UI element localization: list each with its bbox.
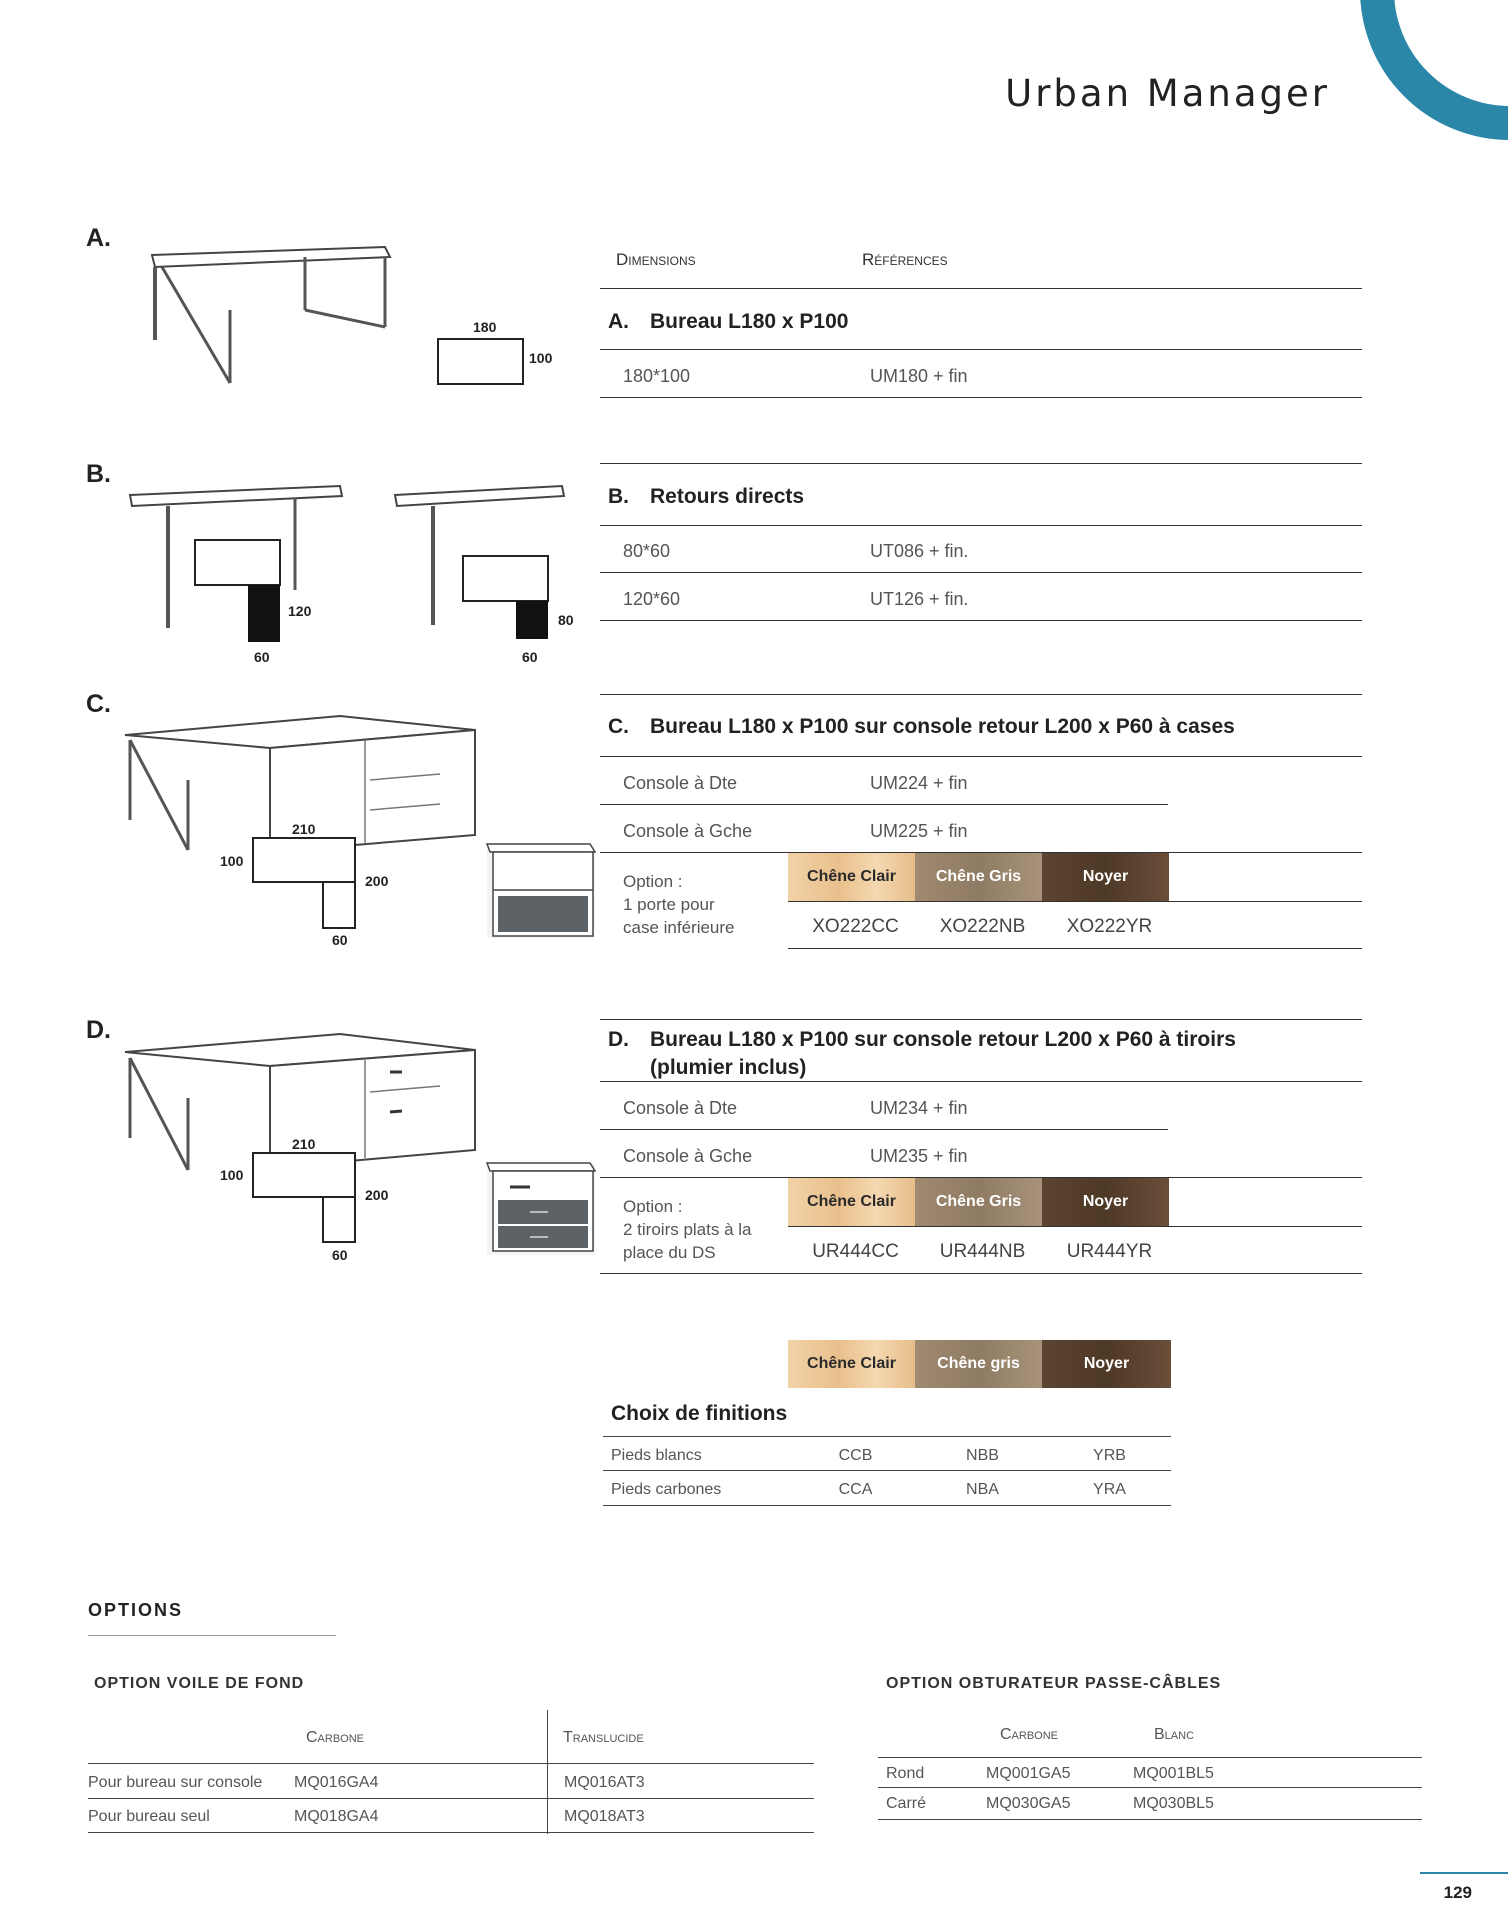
section-c-swatch-divider	[788, 901, 1362, 902]
voile-title: OPTION VOILE DE FOND	[94, 1675, 305, 1692]
section-a-title-text: Bureau L180 x P100	[650, 310, 849, 333]
return-b-drawing	[120, 460, 590, 670]
section-d-title-letter: D.	[608, 1028, 629, 1051]
voile-row1-carbone: MQ016GA4	[294, 1774, 379, 1791]
finitions-swatch-noyer: Noyer	[1042, 1340, 1171, 1388]
section-d-code-yr: UR444YR	[1066, 1241, 1153, 1262]
finitions-row2-code-cc: CCA	[838, 1481, 873, 1498]
voile-row1-divider	[88, 1798, 814, 1799]
finitions-row1-code-yr: YRB	[1093, 1447, 1126, 1464]
page-number-rule	[1420, 1872, 1508, 1874]
header-divider	[600, 288, 1362, 289]
corner-arc-decoration	[1360, 0, 1508, 140]
section-c-swatch-noyer: Noyer	[1042, 853, 1169, 901]
obturateur-row2-label: Carré	[886, 1795, 927, 1812]
references-header: Références	[862, 250, 948, 269]
desk-d-drawing	[120, 1020, 600, 1270]
desk-d-bottom-label: 60	[332, 1247, 348, 1263]
obturateur-row1-carbone: MQ001GA5	[986, 1765, 1071, 1782]
desk-a-depth-label: 100	[529, 350, 553, 366]
section-c-swatch-chene-gris: Chêne Gris	[915, 853, 1042, 901]
finitions-row2-code-nb: NBA	[966, 1481, 999, 1498]
section-c-row2-dim: Console à Gche	[623, 821, 753, 841]
return-b-length1-label: 120	[288, 603, 312, 619]
finitions-row2-divider	[603, 1505, 1171, 1506]
voile-column-divider	[547, 1710, 548, 1834]
voile-col-carbone: Carbone	[306, 1729, 365, 1746]
section-b-title	[608, 485, 804, 509]
section-c-title	[608, 715, 1235, 739]
section-b-divider	[600, 525, 1362, 526]
finitions-title: Choix de finitions	[611, 1402, 788, 1425]
section-a-letter: A.	[86, 224, 111, 252]
section-b-row1-divider	[600, 572, 1362, 573]
return-b-length2-label: 80	[558, 612, 574, 628]
section-c-option-line: Option :	[623, 872, 683, 891]
section-c-option-text	[623, 870, 773, 939]
section-d-code-cc: UR444CC	[812, 1241, 899, 1262]
section-b-top-divider	[600, 463, 1362, 464]
section-b-row2-dim: 120*60	[623, 589, 681, 609]
section-d-title	[608, 1026, 1236, 1082]
section-c-title-letter: C.	[608, 715, 629, 738]
section-c-code-divider	[788, 948, 1362, 949]
section-d-top-divider	[600, 1019, 1362, 1020]
obturateur-col-carbone: Carbone	[1000, 1726, 1059, 1743]
desk-c-left-label: 100	[220, 853, 244, 869]
section-d-title-text2: (plumier inclus)	[650, 1056, 807, 1079]
section-c-letter: C.	[86, 690, 111, 718]
obturateur-row2-divider	[878, 1819, 1422, 1820]
section-d-option-line: 2 tiroirs plats à la	[623, 1220, 752, 1239]
section-c-row2-ref: UM225 + fin	[870, 821, 968, 841]
voile-col-translucide: Translucide	[563, 1729, 644, 1746]
dimensions-header: Dimensions	[616, 250, 696, 269]
section-c-code-nb: XO222NB	[939, 916, 1026, 937]
section-d-row2-ref: UM235 + fin	[870, 1146, 968, 1166]
obturateur-col-blanc: Blanc	[1154, 1726, 1195, 1743]
desk-d-top-label: 210	[292, 1136, 316, 1152]
finitions-row1-label: Pieds blancs	[611, 1447, 702, 1464]
section-d-option-text	[623, 1195, 773, 1264]
section-a-row-dim: 180*100	[623, 366, 691, 386]
finitions-title-divider	[603, 1436, 1171, 1437]
section-d-code-divider	[600, 1273, 1362, 1274]
section-a-row-ref: UM180 + fin	[870, 366, 968, 386]
finitions-row1-code-cc: CCB	[838, 1447, 873, 1464]
desk-c-bottom-label: 60	[332, 932, 348, 948]
section-d-option-line: place du DS	[623, 1243, 716, 1262]
finitions-row2-label: Pieds carbones	[611, 1481, 722, 1498]
voile-header-divider	[88, 1763, 814, 1764]
desk-c-right-label: 200	[365, 873, 389, 889]
section-c-code-cc: XO222CC	[812, 916, 899, 937]
section-c-code-yr: XO222YR	[1066, 916, 1153, 937]
desk-c-drawing	[120, 700, 600, 950]
section-b-row2-ref: UT126 + fin.	[870, 589, 969, 609]
section-d-letter: D.	[86, 1016, 111, 1044]
voile-row2-label: Pour bureau seul	[88, 1808, 210, 1825]
desk-a-drawing	[140, 235, 560, 395]
desk-c-top-label: 210	[292, 821, 316, 837]
section-d-row1-ref: UM234 + fin	[870, 1098, 968, 1118]
obturateur-row2-blanc: MQ030BL5	[1133, 1795, 1214, 1812]
finitions-row1-divider	[603, 1470, 1171, 1471]
finitions-swatch-chene-clair: Chêne Clair	[788, 1340, 915, 1388]
obturateur-row1-divider	[878, 1787, 1422, 1788]
section-b-letter: B.	[86, 460, 111, 488]
obturateur-row1-blanc: MQ001BL5	[1133, 1765, 1214, 1782]
section-a-title	[608, 310, 848, 334]
section-d-option-line: Option :	[623, 1197, 683, 1216]
section-b-row1-dim: 80*60	[623, 541, 671, 561]
section-d-code-nb: UR444NB	[939, 1241, 1026, 1262]
section-d-swatch-noyer: Noyer	[1042, 1178, 1169, 1226]
section-b-title-text: Retours directs	[650, 485, 805, 508]
section-c-swatch-chene-clair: Chêne Clair	[788, 853, 915, 901]
voile-row2-divider	[88, 1832, 814, 1833]
obturateur-row1-label: Rond	[886, 1765, 925, 1782]
section-d-swatch-chene-clair: Chêne Clair	[788, 1178, 915, 1226]
obturateur-row2-carbone: MQ030GA5	[986, 1795, 1071, 1812]
obturateur-title: OPTION OBTURATEUR PASSE-CÂBLES	[886, 1675, 1222, 1692]
voile-row2-translucide: MQ018AT3	[564, 1808, 645, 1825]
return-b-width1-label: 60	[254, 649, 270, 665]
section-d-divider	[600, 1081, 1362, 1082]
voile-row2-carbone: MQ018GA4	[294, 1808, 379, 1825]
section-b-title-letter: B.	[608, 485, 629, 508]
section-d-row1-divider	[600, 1129, 1168, 1130]
desk-d-right-label: 200	[365, 1187, 389, 1203]
voile-row1-label: Pour bureau sur console	[88, 1774, 263, 1791]
section-c-option-line: 1 porte pour	[623, 895, 715, 914]
section-c-title-text: Bureau L180 x P100 sur console retour L200 x P60 à cases	[650, 715, 1235, 738]
section-c-row1-ref: UM224 + fin	[870, 773, 968, 793]
desk-a-width-label: 180	[473, 319, 497, 335]
section-b-row2-divider	[600, 620, 1362, 621]
voile-row1-translucide: MQ016AT3	[564, 1774, 645, 1791]
finitions-row2-code-yr: YRA	[1093, 1481, 1126, 1498]
return-b-width2-label: 60	[522, 649, 538, 665]
section-c-top-divider	[600, 694, 1362, 695]
obturateur-header-divider	[878, 1757, 1422, 1758]
section-d-row2-dim: Console à Gche	[623, 1146, 753, 1166]
section-a-title-letter: A.	[608, 310, 629, 333]
section-d-title-text: Bureau L180 x P100 sur console retour L200 x P60 à tiroirs	[650, 1028, 1236, 1051]
page-title: Urban Manager	[1005, 72, 1330, 115]
section-c-row1-divider	[600, 804, 1168, 805]
page-number: 129	[1443, 1883, 1472, 1902]
finitions-row1-code-nb: NBB	[966, 1447, 999, 1464]
section-c-row1-dim: Console à Dte	[623, 773, 738, 793]
options-title: OPTIONS	[88, 1600, 184, 1620]
section-d-row1-dim: Console à Dte	[623, 1098, 738, 1118]
section-a-row-divider	[600, 397, 1362, 398]
section-d-swatch-chene-gris: Chêne Gris	[915, 1178, 1042, 1226]
section-a-divider	[600, 349, 1362, 350]
section-c-divider	[600, 756, 1362, 757]
section-c-option-line: case inférieure	[623, 918, 735, 937]
finitions-swatch-chene-gris: Chêne gris	[915, 1340, 1042, 1388]
options-title-underline	[88, 1635, 336, 1636]
section-d-swatch-divider	[788, 1226, 1362, 1227]
desk-d-left-label: 100	[220, 1167, 244, 1183]
section-b-row1-ref: UT086 + fin.	[870, 541, 969, 561]
